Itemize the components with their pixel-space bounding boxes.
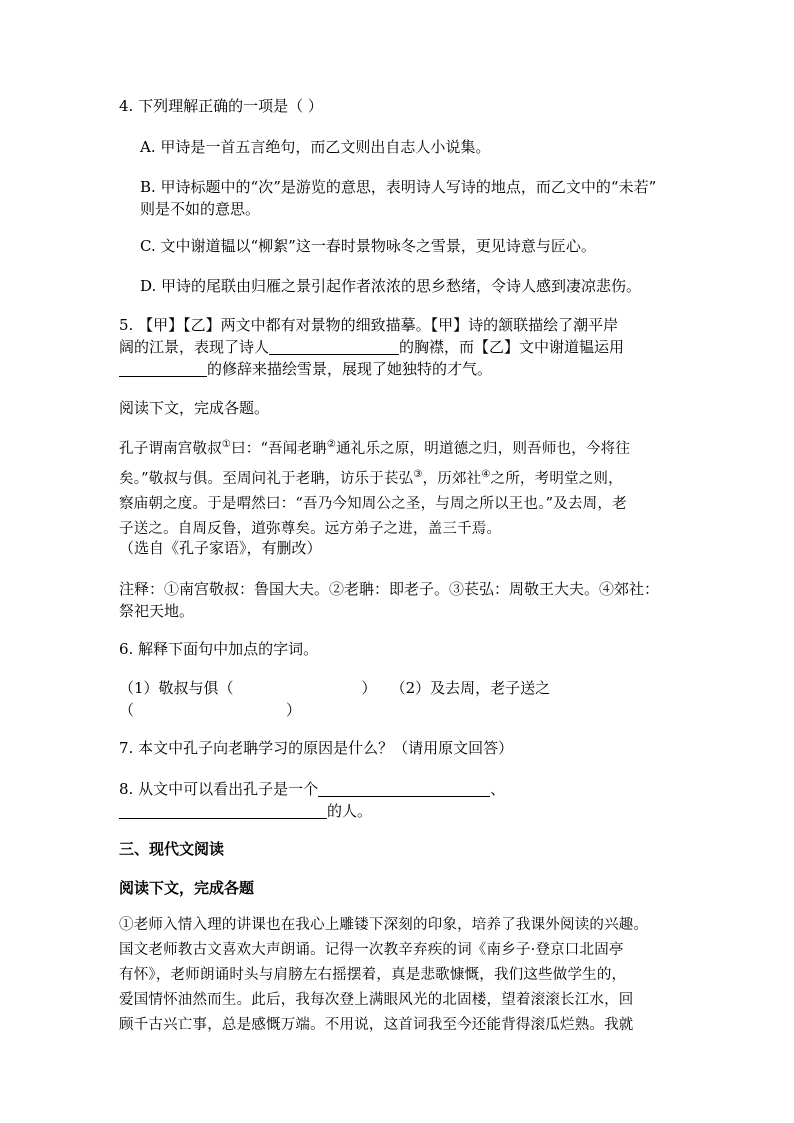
source-note: （选自《孔子家语》，有删改）: [119, 539, 322, 557]
classical-text: 之所，考明堂之则，: [490, 471, 623, 487]
classical-text: ，历郊社: [422, 471, 482, 487]
q5-line-2: [119, 336, 679, 358]
classical-line-3: 察庙朝之度。于是喟然曰：“吾乃今知周公之圣，与周之所以王也。”及去周，老: [119, 496, 627, 512]
q4-option-a: A. 甲诗是一首五言绝句，而乙文则出自志人小说集。: [140, 138, 491, 156]
q6-bracket-close-2: ）: [286, 701, 302, 719]
classical-line-2: [119, 462, 679, 492]
note-marker-2: ②: [326, 439, 337, 450]
q6-item-1: （1）敬叔与俱（: [119, 679, 234, 697]
q5-line-1: 5. 【甲】【乙】两文中都有对景物的细致描摹。【甲】诗的颔联描绘了潮平岸: [119, 316, 619, 334]
q8-separator: 、: [490, 780, 506, 798]
q8-blank-2[interactable]: [119, 802, 327, 819]
q4-option-b-cont: 则是不如的意思。: [140, 200, 261, 218]
instruction-1: 阅读下文，完成各题。: [119, 399, 270, 417]
q6-line-1: [119, 677, 679, 699]
q5-text-a: 阔的江景，表现了诗人: [119, 338, 270, 356]
modern-line-5: 顾千古兴亡事，总是感慨万端。不用说，这首词我至今还能背得滚瓜烂熟。我就: [119, 1017, 634, 1033]
q4-stem: 4. 下列理解正确的一项是（ ）: [119, 97, 323, 115]
classical-line-4: 子送之。自周反鲁，道弥尊矣。远方弟子之进，盖三千焉。: [119, 521, 502, 537]
q6-item-2: （2）及去周，老子送之: [390, 679, 551, 697]
classical-text: 矣。”敬叔与俱。至周问礼于老聃，访乐于苌弘: [119, 471, 414, 487]
modern-line-2: 国文老师教古文喜欢大声朗诵。记得一次教辛弃疾的词《南乡子·登京口北固亭: [119, 942, 624, 958]
q6-line-2: [119, 699, 679, 721]
q5-line-3: [119, 358, 679, 380]
classical-passage: [119, 432, 679, 542]
classical-text: 通礼乐之原，明道德之归，则吾师也，今将往: [336, 441, 631, 457]
classical-text: 曰：“吾闻老聃: [231, 441, 327, 457]
modern-line-4: 爱国情怀油然而生。此后，我每次登上满眼风光的北固楼，望着滚滚长江水，回: [119, 992, 634, 1008]
instruction-2: 阅读下文，完成各题: [119, 879, 255, 897]
footnotes-line-1: 注释：①南宫敬叔：鲁国大夫。②老聃：即老子。③苌弘：周敬王大夫。④郊社：: [119, 580, 660, 598]
modern-line-3: 有怀》，老师朗诵时头与肩膀左右摇摆着，真是悲歌慷慨，我们这些做学生的，: [119, 967, 627, 983]
section-heading-3: 三、现代文阅读: [119, 840, 225, 858]
footnotes-line-2: 祭祀天地。: [119, 602, 195, 620]
note-marker-4: ④: [481, 469, 491, 480]
q8-text: 8. 从文中可以看出孔子是一个: [119, 780, 319, 798]
classical-line-1: [119, 432, 679, 462]
modern-line-1: ①老师入情入理的讲课也在我心上雕镂下深刻的印象，培养了我课外阅读的兴趣。: [119, 917, 649, 933]
q8-line-1: [119, 778, 679, 800]
q6-bracket-close: ）: [361, 679, 377, 697]
q7-stem: 7. 本文中孔子向老聃学习的原因是什么？（请用原文回答）: [119, 739, 514, 757]
q5-text-b: 的胸襟，而【乙】文中谢道韫运用: [399, 338, 625, 356]
q4-option-b: B. 甲诗标题中的“次”是游览的意思，表明诗人写诗的地点，而乙文中的“未若”: [140, 178, 657, 196]
q5-text-c: 的修辞来描绘雪景，展现了她独特的才气。: [207, 360, 493, 378]
note-marker-3: ③: [413, 469, 423, 480]
q8-text-end: 的人。: [327, 802, 373, 820]
q4-option-c: C. 文中谢道韫以“柳絮”这一春时景物咏冬之雪景，更见诗意与匠心。: [140, 237, 596, 255]
q6-bracket-open: （: [119, 701, 135, 719]
q5-blank-2[interactable]: [119, 360, 207, 377]
note-marker-1: ①: [221, 439, 232, 450]
q8-line-2: [119, 800, 679, 822]
q5-blank-1[interactable]: [269, 338, 399, 355]
q8-blank-1[interactable]: [318, 780, 490, 797]
q6-stem: 6. 解释下面句中加点的字词。: [119, 640, 319, 658]
modern-passage: [119, 913, 679, 1038]
q4-option-d: D. 甲诗的尾联由归雁之景引起作者浓浓的思乡愁绪，令诗人感到凄凉悲伤。: [140, 277, 642, 295]
classical-text: 孔子谓南宫敬叔: [119, 441, 222, 457]
